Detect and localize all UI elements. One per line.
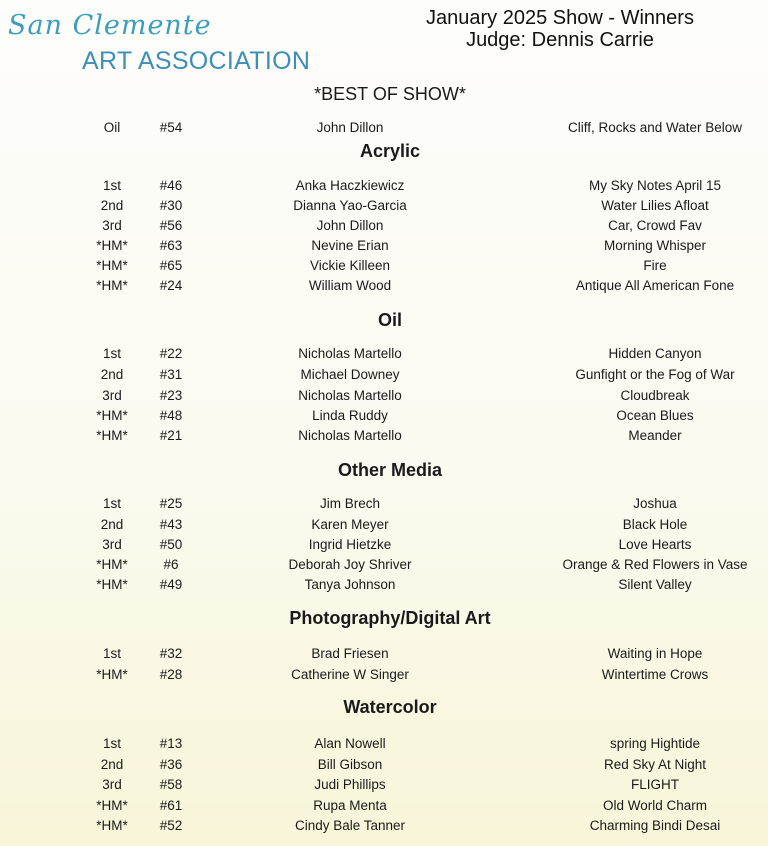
entry-artist: Karen Meyer [311,517,389,532]
entry-number: #58 [159,777,183,792]
entry-place: *HM* [96,667,128,682]
entry-artist: Brad Friesen [311,646,389,661]
entry-row [0,798,768,818]
entry-row [0,537,768,557]
entry-place: *HM* [96,258,128,273]
best-of-show-heading: *BEST OF SHOW* [314,84,466,104]
entry-row [0,757,768,777]
logo-org-text: ART ASSOCIATION [82,47,311,75]
entry-row [0,736,768,756]
entry-artist: Cindy Bale Tanner [294,818,406,833]
entry-row [0,198,768,218]
entry-number: #25 [159,496,183,511]
entry-row [0,496,768,516]
entry-artist: William Wood [308,278,392,293]
entry-number: #49 [159,577,183,592]
entry-place: 3rd [102,537,122,552]
entry-title: Morning Whisper [603,238,707,253]
entry-artist: Deborah Joy Shriver [288,557,412,572]
entry-number: #30 [159,198,183,213]
entry-title: Ocean Blues [616,408,694,423]
entry-artist: Rupa Menta [313,798,387,813]
entry-place: 1st [102,646,121,661]
entry-row [0,218,768,238]
entry-number: #50 [159,537,183,552]
entry-row [0,577,768,597]
page-title: January 2025 Show - Winners [426,7,694,29]
entry-place: 3rd [102,388,122,403]
entry-title: Gunfight or the Fog of War [575,367,735,382]
entry-artist: Nicholas Martello [298,428,402,443]
entry-place: 1st [102,496,121,511]
entry-place: 3rd [102,218,122,233]
entry-place: 3rd [102,777,122,792]
entry-row [0,517,768,537]
entry-place: 1st [102,736,121,751]
entry-artist: Anka Haczkiewicz [295,178,405,193]
entry-place: *HM* [96,557,128,572]
entry-title: FLIGHT [630,777,679,792]
entry-place: 1st [102,178,121,193]
entry-title: Cliff, Rocks and Water Below [567,120,743,135]
entry-title: Waiting in Hope [607,646,703,661]
entry-artist: Tanya Johnson [304,577,396,592]
entry-title: Love Hearts [618,537,692,552]
entry-place: *HM* [96,408,128,423]
entry-number: #21 [159,428,183,443]
entry-artist: John Dillon [316,218,384,233]
entry-row [0,388,768,408]
entry-artist: Judi Phillips [314,777,386,792]
entry-artist: Bill Gibson [317,757,383,772]
entry-row [0,258,768,278]
entry-place: *HM* [96,278,128,293]
entry-artist: Ingrid Hietzke [308,537,392,552]
entry-title: Cloudbreak [620,388,690,403]
category-heading: Acrylic [359,141,421,161]
entry-place: 2nd [100,198,124,213]
entry-number: #36 [159,757,183,772]
entry-title: Silent Valley [618,577,692,592]
entry-number: #23 [159,388,183,403]
entry-title: Old World Charm [602,798,708,813]
entry-number: #48 [159,408,183,423]
entry-title: Charming Bindi Desai [589,818,721,833]
entry-row [0,238,768,258]
entry-number: #43 [159,517,183,532]
entry-artist: Nicholas Martello [298,388,402,403]
entry-place: 2nd [100,517,124,532]
entry-title: Hidden Canyon [608,346,702,361]
entry-title: Fire [643,258,667,273]
best-of-show-row [0,120,768,140]
entry-place: *HM* [96,428,128,443]
category-heading: Photography/Digital Art [289,608,491,628]
category-heading: Watercolor [343,697,437,717]
entry-number: #31 [159,367,183,382]
entry-place: 2nd [100,367,124,382]
entry-title: Red Sky At Night [603,757,707,772]
entry-artist: Catherine W Singer [291,667,409,682]
entry-row [0,777,768,797]
entry-artist: Michael Downey [300,367,400,382]
entry-place: *HM* [96,798,128,813]
entry-row [0,428,768,448]
entry-place: 2nd [100,757,124,772]
entry-row [0,346,768,366]
entry-title: Car, Crowd Fav [608,218,702,233]
entry-number: #56 [159,218,183,233]
entry-number: #32 [159,646,183,661]
entry-row [0,646,768,666]
entry-number: #63 [159,238,183,253]
category-heading: Oil [377,310,402,330]
entry-place: *HM* [96,577,128,592]
category-heading: Other Media [337,460,443,480]
entry-row [0,557,768,577]
entry-artist: Dianna Yao-Garcia [293,198,407,213]
entry-number: #13 [159,736,183,751]
entry-number: #28 [159,667,183,682]
entry-number: #22 [159,346,183,361]
judge-line: Judge: Dennis Carrie [466,29,654,51]
entry-title: Black Hole [622,517,688,532]
entry-artist: Alan Nowell [314,736,386,751]
entry-row [0,178,768,198]
entry-place: 1st [102,346,121,361]
entry-title: Antique All American Fone [575,278,735,293]
entry-row [0,408,768,428]
entry-title: Orange & Red Flowers in Vase [562,557,748,572]
entry-number: #6 [163,557,179,572]
entry-title: Wintertime Crows [601,667,709,682]
entry-title: Meander [628,428,682,443]
entry-title: spring Hightide [609,736,701,751]
entry-place: *HM* [96,238,128,253]
entry-number: #61 [159,798,183,813]
entry-place: *HM* [96,818,128,833]
entry-artist: Jim Brech [319,496,380,511]
entry-artist: Vickie Killeen [309,258,391,273]
entry-title: My Sky Notes April 15 [588,178,722,193]
entry-artist: Nevine Erian [311,238,389,253]
entry-number: #52 [159,818,183,833]
entry-number: #65 [159,258,183,273]
entry-title: Joshua [633,496,677,511]
association-logo [8,10,311,75]
entry-artist: John Dillon [316,120,384,135]
entry-title: Water Lilies Afloat [601,198,709,213]
logo-script-text: San Clemente [8,10,212,41]
entry-artist: Linda Ruddy [312,408,388,423]
entry-number: #24 [159,278,183,293]
entry-row [0,667,768,687]
entry-number: #54 [159,120,183,135]
entry-number: #46 [159,178,183,193]
entry-row [0,367,768,387]
entry-place: Oil [103,120,121,135]
entry-row [0,278,768,298]
page-header [380,7,740,51]
entry-artist: Nicholas Martello [298,346,402,361]
entry-row [0,818,768,838]
